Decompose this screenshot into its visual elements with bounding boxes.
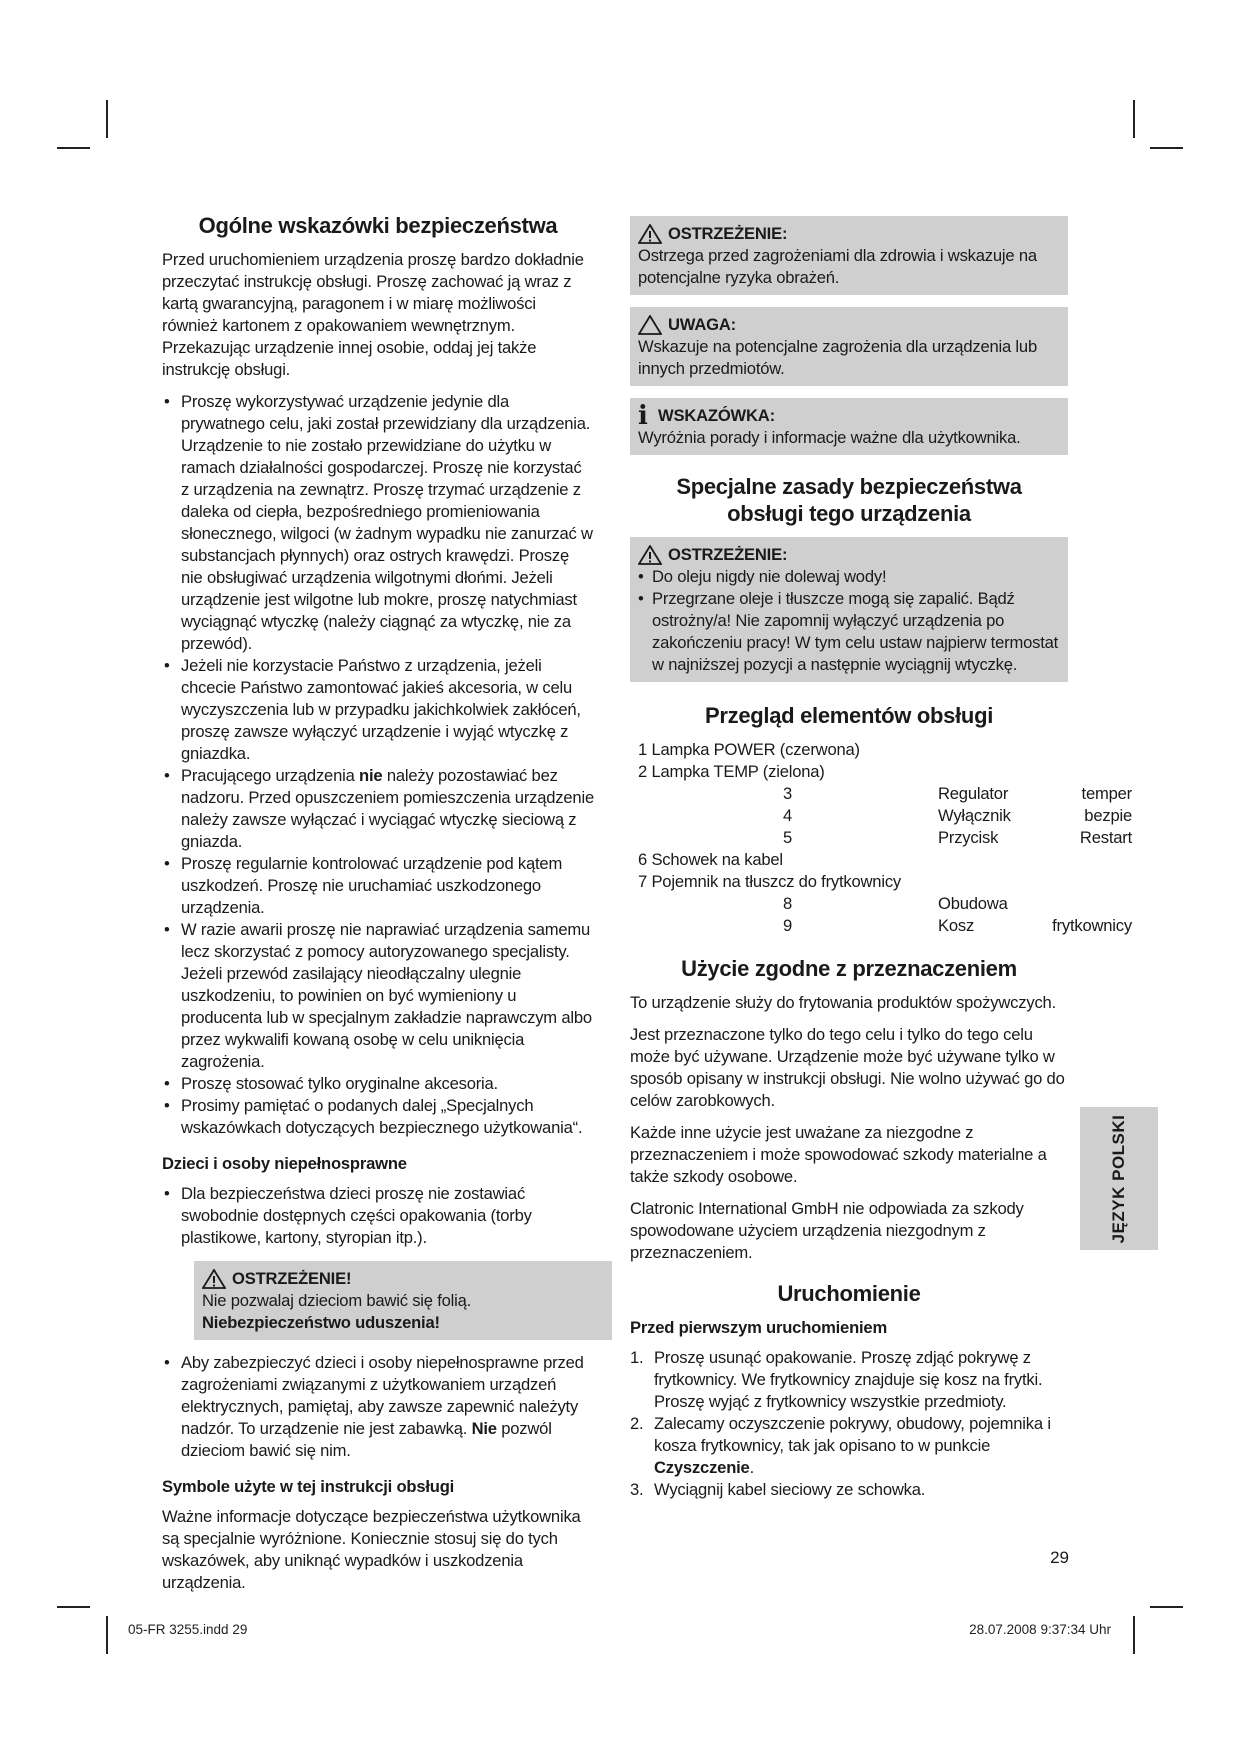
safety-bullet-list: [162, 391, 594, 1139]
warning-text: Nie pozwalaj dzieciom bawić się folią.: [202, 1291, 472, 1310]
bullet-bold-text: Nie: [471, 1419, 497, 1438]
legend-caution-box: [630, 307, 1068, 386]
control-number: 5: [783, 828, 793, 847]
control-label: Przycisk: [938, 828, 999, 847]
box-title: UWAGA:: [668, 315, 736, 334]
control-tail: frytkownicy: [1052, 916, 1132, 935]
step-text: Proszę usunąć opakowanie. Proszę zdjąć pokrywę z frytkownicy. We frytkownicy znajduje się kosz na frytki. Proszę wyjąć z frytkownicy wszystkie przedmioty.: [654, 1348, 1043, 1411]
child-warning-box: [194, 1261, 612, 1340]
list-item: • Do oleju nigdy nie dolewaj wody!: [638, 566, 1060, 588]
warning-triangle-icon: [638, 545, 662, 565]
control-item: [638, 915, 1132, 937]
special-rules-title: [630, 473, 1068, 527]
warning-title: OSTRZEŻENIE!: [232, 1269, 352, 1288]
controls-list: [630, 739, 1132, 937]
control-item: [638, 739, 1068, 761]
control-text: 2 Lampka TEMP (zielona): [638, 762, 825, 781]
usage-title: Użycie zgodne z przeznaczeniem: [681, 956, 1017, 981]
crop-mark: [57, 147, 90, 149]
crop-mark: [1150, 147, 1183, 149]
usage-paragraph: To urządzenie służy do frytowania produktów spożywczych.: [630, 993, 1056, 1012]
left-column: [162, 212, 594, 1604]
children-heading: Dzieci i osoby niepełnosprawne: [162, 1154, 407, 1173]
control-number: 4: [783, 806, 793, 825]
special-warning-list: [638, 566, 1060, 676]
control-tail: bezpie: [1084, 806, 1132, 825]
footer-file-info: 05-FR 3255.indd 29: [128, 1622, 248, 1637]
control-text: 7 Pojemnik na tłuszcz do frytkownicy: [638, 872, 902, 891]
control-item: [638, 849, 1068, 871]
control-item: [638, 893, 1068, 915]
list-item: • Dla bezpieczeństwa dzieci proszę nie zostawiać swobodnie dostępnych części opakowania (torby plastikowe, kartony, styropian itp.).: [162, 1183, 594, 1249]
special-title-line1: Specjalne zasady bezpieczeństwa: [676, 474, 1022, 499]
control-tail: Restart: [1079, 828, 1132, 847]
step-number: 3.: [630, 1480, 644, 1499]
usage-paragraph: Clatronic International GmbH nie odpowiada za szkody spowodowane użyciem urządzenia niezgodnym z przeznaczeniem.: [630, 1199, 1024, 1262]
symbols-heading: Symbole użyte w tej instrukcji obsługi: [162, 1477, 455, 1496]
control-item: [638, 783, 1132, 805]
general-safety-title: Ogólne wskazówki bezpieczeństwa: [198, 213, 558, 238]
crop-mark: [57, 1606, 90, 1608]
step-bold-text: Czyszczenie: [654, 1458, 750, 1477]
control-label: Wyłącznik: [938, 806, 1011, 825]
box-title: WSKAZÓWKA:: [658, 406, 775, 425]
control-item: [638, 871, 1068, 893]
bullet-text: Pracującego urządzenia: [181, 766, 360, 785]
control-item: [638, 805, 1132, 827]
box-text: Wskazuje na potencjalne zagrożenia dla urządzenia lub innych przedmiotów.: [638, 337, 1037, 378]
language-side-tab: [1080, 1107, 1158, 1250]
first-use-steps: [630, 1347, 1068, 1501]
control-tail: temper: [1081, 784, 1132, 803]
page-number: 29: [1050, 1548, 1069, 1567]
list-item: • Jeżeli nie korzystacie Państwo z urządzenia, jeżeli chcecie Państwo zamontować jakieś akcesoria, w celu wyczyszczenia lub w przypadku jakichkolwiek zakłóceń, proszę zawsze wyłączyć urządzenie i wyjąć wtyczkę z gniazdka.: [162, 655, 594, 765]
bullet-bold-text: nie: [359, 766, 383, 785]
list-item: • Proszę stosować tylko oryginalne akcesoria.: [162, 1073, 594, 1095]
usage-paragraph: Jest przeznaczone tylko do tego celu i tylko do tego celu może być używane. Urządzenie może być używane tylko w sposób opisany w instrukcji obsługi. Nie wolno używać go do celów zarobkowych.: [630, 1025, 1065, 1110]
list-item: • Proszę wykorzystywać urządzenie jedynie dla prywatnego celu, jaki został przewidziany dla urządzenia. Urządzenie to nie zostało przewidziane do użytku w ramach działalności gospodarczej. Proszę nie korzystać z urządzenia na zewnątrz. Proszę trzymać urządzenie z daleka od ciepła, bezpośredniego promieniowania słonecznego, wilgoci (w żadnym wypadku nie zanurzać w substancjach płynnych) oraz ostrych krawędzi. Proszę nie obsługiwać urządzenia wilgotnymi dłońmi. Jeżeli urządzenie jest wilgotne lub mokre, proszę natychmiast wyciągnąć wtyczkę (należy ciągnąć za wtyczkę, nie za przewód).: [162, 391, 594, 655]
crop-mark: [106, 100, 108, 138]
caution-triangle-icon: [638, 315, 662, 335]
list-item: [162, 1352, 594, 1462]
warning-bold-text: Niebezpieczeństwo uduszenia!: [202, 1313, 440, 1332]
list-item: [630, 1413, 1068, 1479]
children-bullet-list-2: [162, 1352, 594, 1462]
first-use-heading: Przed pierwszym uruchomieniem: [630, 1318, 888, 1337]
list-item: • Proszę regularnie kontrolować urządzenie pod kątem uszkodzeń. Proszę nie uruchamiać uszkodzonego urządzenia.: [162, 853, 594, 919]
box-title: OSTRZEŻENIE:: [668, 545, 788, 564]
children-bullet-list: [162, 1183, 594, 1249]
footer-timestamp: 28.07.2008 9:37:34 Uhr: [969, 1622, 1111, 1637]
warning-triangle-icon: [202, 1269, 226, 1289]
list-item: • Przegrzane oleje i tłuszcze mogą się zapalić. Bądź ostrożny/a! Nie zapomnij wyłączyć urządzenia po zakończeniu pracy! W tym celu ustaw najpierw termostat w najniższej pozycji a następnie wyciągnij wtyczkę.: [638, 588, 1060, 676]
bullet-text: pozwól dzieciom bawić się nim.: [181, 1419, 552, 1460]
step-number: 1.: [630, 1348, 644, 1367]
start-title: Uruchomienie: [777, 1281, 921, 1306]
list-item: [162, 765, 594, 853]
legend-warning-box: [630, 216, 1068, 295]
info-icon: i: [638, 401, 648, 431]
control-text: 1 Lampka POWER (czerwona): [638, 740, 860, 759]
box-text: Ostrzega przed zagrożeniami dla zdrowia i wskazuje na potencjalne ryzyka obrażeń.: [638, 246, 1037, 287]
bullet-text: Aby zabezpieczyć dzieci i osoby niepełnosprawne przed zagrożeniami związanymi z użytkowaniem urządzeń elektrycznych, pamiętaj, aby zawsze zapewnić należyty nadzór. To urządzenie nie jest zabawką.: [181, 1353, 584, 1438]
control-label: Regulator: [938, 784, 1009, 803]
step-text: Zalecamy oczyszczenie pokrywy, obudowy, pojemnika i kosza frytkownicy, tak jak opisano to w punkcie: [654, 1414, 1051, 1455]
box-title: OSTRZEŻENIE:: [668, 224, 788, 243]
control-label: Kosz: [938, 916, 975, 935]
crop-mark: [106, 1616, 108, 1654]
control-label: Obudowa: [938, 894, 1008, 913]
legend-note-box: [630, 398, 1068, 455]
list-item: [630, 1479, 1068, 1501]
controls-title: Przegląd elementów obsługi: [704, 703, 994, 728]
list-item: [630, 1347, 1068, 1413]
special-title-line2: obsługi tego urządzenia: [727, 501, 971, 526]
step-text: .: [749, 1458, 754, 1477]
box-text: Wyróżnia porady i informacje ważne dla użytkownika.: [638, 428, 1021, 447]
usage-paragraph: Każde inne użycie jest uważane za niezgodne z przeznaczeniem i może spowodować szkody materialne a także szkody osobowe.: [630, 1123, 1047, 1186]
crop-mark: [1133, 100, 1135, 138]
list-item: • W razie awarii proszę nie naprawiać urządzenia samemu lecz skorzystać z pomocy autoryzowanego specjalisty. Jeżeli przewód zasilający nieodłączalny ulegnie uszkodzeniu, to powinien on być wymieniony u producenta lub w specjalnym zakładzie naprawczym albo przez wykwalifi kowaną osobę w celu uniknięcia zagrożenia.: [162, 919, 594, 1073]
control-text: 6 Schowek na kabel: [638, 850, 783, 869]
crop-mark: [1133, 1616, 1135, 1654]
step-text: Wyciągnij kabel sieciowy ze schowka.: [654, 1480, 926, 1499]
control-item: [638, 761, 1068, 783]
list-item: • Prosimy pamiętać o podanych dalej „Specjalnych wskazówkach dotyczących bezpiecznego użytkowania“.: [162, 1095, 594, 1139]
warning-triangle-icon: [638, 224, 662, 244]
crop-mark: [1150, 1606, 1183, 1608]
symbols-paragraph: Ważne informacje dotyczące bezpieczeństwa użytkownika są specjalnie wyróżnione. Koniecznie stosuj się do tych wskazówek, aby uniknąć wypadków i uszkodzenia urządzenia.: [162, 1507, 581, 1592]
special-warning-box: [630, 537, 1068, 682]
control-number: 8: [783, 894, 793, 913]
control-number: 9: [783, 916, 793, 935]
step-number: 2.: [630, 1414, 644, 1433]
intro-paragraph: Przed uruchomieniem urządzenia proszę bardzo dokładnie przeczytać instrukcję obsługi. Proszę zachować ją wraz z kartą gwarancyjną, paragonem i w miarę możliwości również kartonem z opakowaniem wewnętrznym. Przekazując urządzenie innej osobie, oddaj jej także instrukcję obsługi.: [162, 250, 584, 379]
bullet-text: należy pozostawiać bez nadzoru. Przed opuszczeniem pomieszczenia urządzenie należy zawsze wyłączać i wyciągać wtyczkę sieciową z gniazda.: [181, 766, 594, 851]
language-tab-label: JĘZYK POLSKI: [1109, 1114, 1128, 1243]
control-item: [638, 827, 1132, 849]
control-number: 3: [783, 784, 793, 803]
